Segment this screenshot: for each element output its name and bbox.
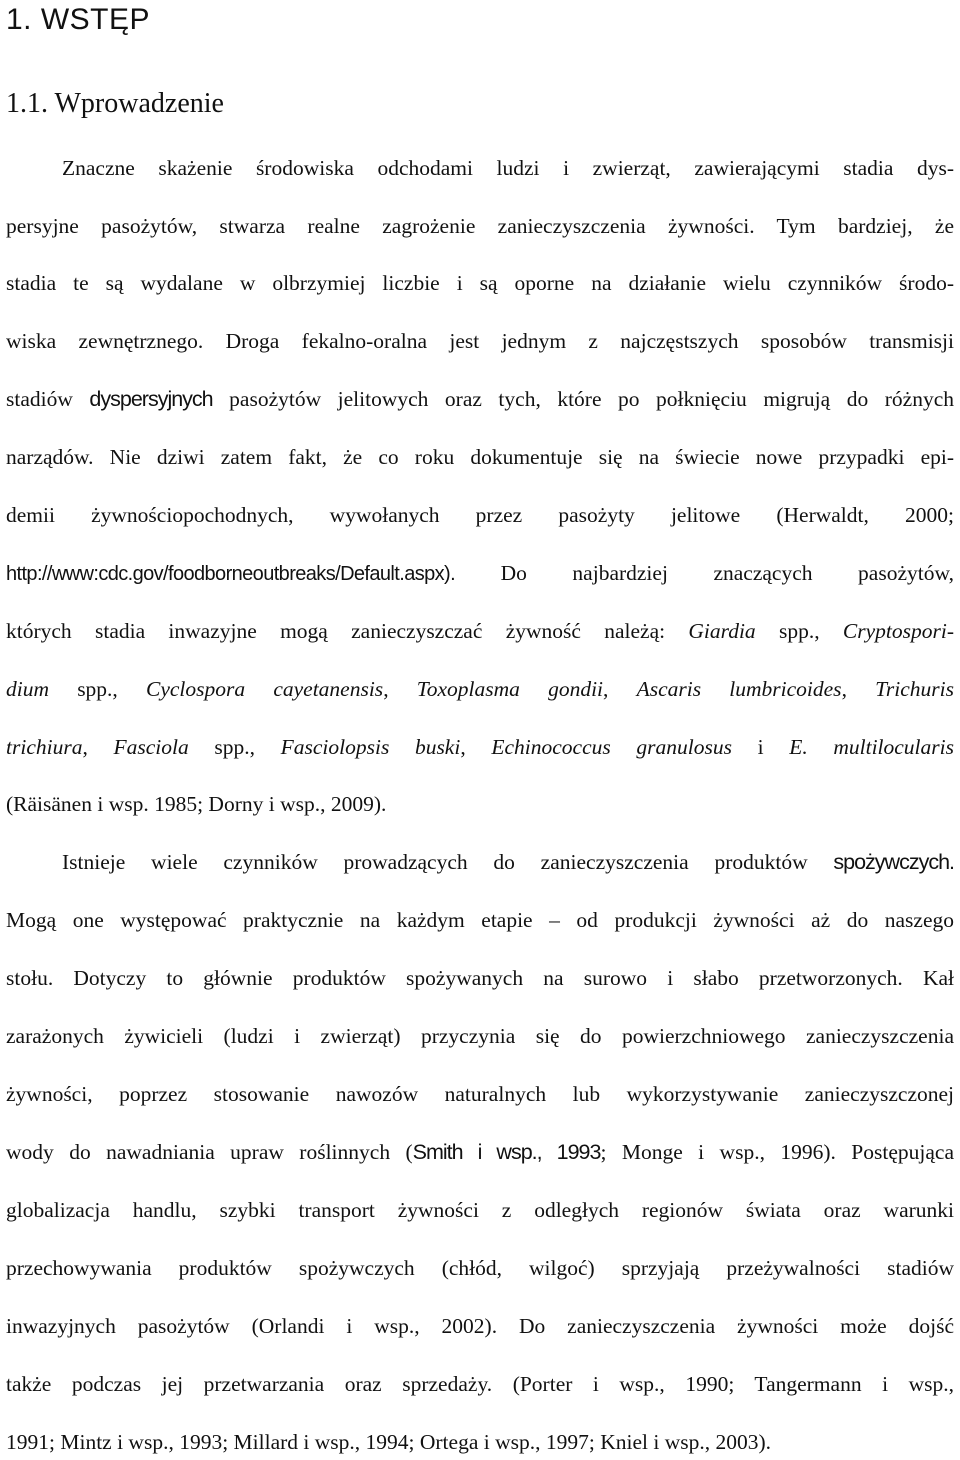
text-span: spp., bbox=[188, 735, 281, 759]
text-span: których stadia inwazyjne mogą zanieczyszczać żywność należą: bbox=[6, 619, 689, 643]
species-name: Fasciola bbox=[113, 735, 189, 759]
text-line: narządów. Nie dziwi zatem fakt, że co roku dokumentuje się na świecie nowe przypadki epi- bbox=[6, 445, 954, 469]
text-span: , bbox=[841, 677, 876, 701]
species-name: Fasciolopsis buski bbox=[280, 735, 461, 759]
text-span: wody do nawadniania upraw roślinnych ( bbox=[6, 1140, 413, 1164]
chapter-heading: 1. WSTĘP bbox=[6, 3, 151, 36]
text-line: (Räisänen i wsp. 1985; Dorny i wsp., 2009). bbox=[6, 792, 387, 816]
url-text: http://www:cdc.gov/foodborneoutbreaks/Default.aspx). bbox=[6, 563, 456, 585]
text-span: dyspersyjnych bbox=[89, 387, 213, 411]
species-name: trichiura bbox=[6, 735, 83, 759]
text-span: spożywczych. bbox=[833, 850, 954, 874]
text-span: Do najbardziej znaczących pasożytów, bbox=[455, 561, 954, 585]
text-span: spp., bbox=[49, 677, 146, 701]
text-line: żywności, poprzez stosowanie nawozów naturalnych lub wykorzystywanie zanieczyszczonej bbox=[6, 1082, 954, 1106]
text-span: ; Monge i wsp., 1996). Postępująca bbox=[600, 1140, 955, 1164]
text-span: stadiów bbox=[6, 387, 90, 411]
text-span: pasożytów jelitowych oraz tych, które po połknięciu migrują do różnych bbox=[212, 387, 954, 411]
text-span: spp., bbox=[755, 619, 843, 643]
section-heading: 1.1. Wprowadzenie bbox=[6, 88, 224, 119]
text-span: , bbox=[460, 735, 492, 759]
species-name: Ascaris lumbricoides bbox=[636, 677, 842, 701]
text-span: , bbox=[383, 677, 417, 701]
text-line: Mogą one występować praktycznie na każdym etapie – od produkcji żywności aż do naszego bbox=[6, 908, 954, 932]
text-line: persyjne pasożytów, stwarza realne zagrożenie zanieczyszczenia żywności. Tym bardziej, że bbox=[6, 214, 954, 238]
text-line: stołu. Dotyczy to głównie produktów spożywanych na surowo i słabo przetworzonych. Kał bbox=[6, 966, 954, 990]
species-name: Echinococcus granulosus bbox=[491, 735, 732, 759]
citation-text: Smith i wsp., 1993 bbox=[412, 1140, 601, 1164]
species-name: Cryptospori- bbox=[842, 619, 954, 643]
species-name: dium bbox=[6, 677, 49, 701]
text-line bbox=[6, 730, 954, 764]
text-line: globalizacja handlu, szybki transport żywności z odległych regionów świata oraz warunki bbox=[6, 1198, 954, 1222]
text-line: stadia te są wydalane w olbrzymiej liczbie i są oporne na działanie wielu czynników środo- bbox=[6, 271, 954, 295]
text-line: zarażonych żywicieli (ludzi i zwierząt) przyczynia się do powierzchniowego zanieczyszczenia bbox=[6, 1024, 954, 1048]
text-line: także podczas jej przetwarzania oraz sprzedaży. (Porter i wsp., 1990; Tangermann i wsp., bbox=[6, 1372, 954, 1396]
text-line bbox=[6, 672, 954, 706]
text-span: , bbox=[82, 735, 114, 759]
text-line: inwazyjnych pasożytów (Orlandi i wsp., 2002). Do zanieczyszczenia żywności może dojść bbox=[6, 1314, 954, 1338]
text-line: przechowywania produktów spożywczych (chłód, wilgoć) sprzyjają przeżywalności stadiów bbox=[6, 1256, 954, 1280]
text-line: wiska zewnętrznego. Droga fekalno-oralna jest jednym z najczęstszych sposobów transmisji bbox=[6, 329, 954, 353]
species-name: Cyclospora cayetanensis bbox=[146, 677, 384, 701]
text-span: , bbox=[603, 677, 637, 701]
species-name: Trichuris bbox=[875, 677, 954, 701]
text-line bbox=[6, 1135, 954, 1169]
species-name: E. multilocularis bbox=[789, 735, 954, 759]
text-span: i bbox=[731, 735, 790, 759]
species-name: Giardia bbox=[688, 619, 756, 643]
text-line bbox=[62, 845, 954, 879]
text-span: Istnieje wiele czynników prowadzących do zanieczyszczenia produktów bbox=[62, 850, 834, 874]
species-name: Toxoplasma gondii bbox=[416, 677, 604, 701]
text-line bbox=[6, 382, 954, 416]
text-line: Znaczne skażenie środowiska odchodami ludzi i zwierząt, zawierającymi stadia dys- bbox=[62, 156, 954, 180]
text-line bbox=[6, 556, 954, 590]
text-line bbox=[6, 614, 954, 648]
text-line: demii żywnościopochodnych, wywołanych przez pasożyty jelitowe (Herwaldt, 2000; bbox=[6, 503, 954, 527]
text-line: 1991; Mintz i wsp., 1993; Millard i wsp., 1994; Ortega i wsp., 1997; Kniel i wsp., 2003). bbox=[6, 1430, 772, 1454]
